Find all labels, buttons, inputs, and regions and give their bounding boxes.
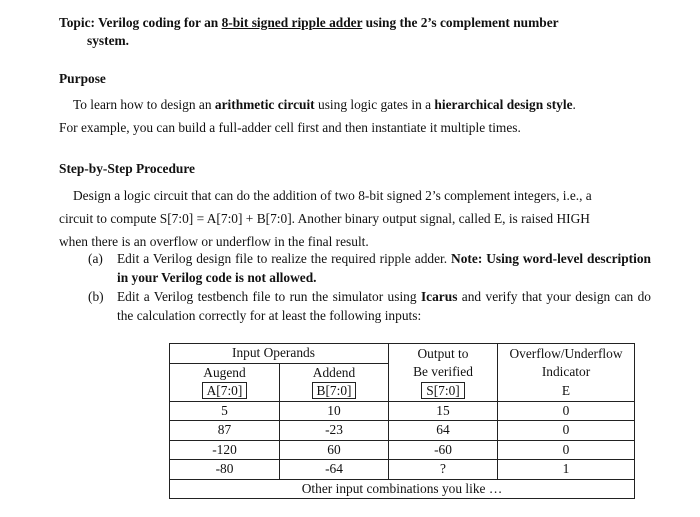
item-a-text <box>117 250 651 287</box>
cell-output: ? <box>389 460 498 480</box>
purpose-paragraph <box>59 93 651 139</box>
flag-header <box>498 344 635 383</box>
purpose-bold-hier: hierarchical design style <box>434 97 573 112</box>
addend-sub <box>280 382 389 401</box>
cell-augend: -120 <box>170 440 280 460</box>
procedure-heading: Step-by-Step Procedure <box>59 161 196 176</box>
cell-output: 64 <box>389 421 498 441</box>
cell-addend: 10 <box>280 401 389 421</box>
table-row <box>170 460 635 480</box>
procedure-item-b <box>88 288 651 325</box>
addend-sub-box: B[7:0] <box>312 382 357 399</box>
topic-heading <box>59 14 651 50</box>
table-footer: Other input combinations you like … <box>170 479 635 499</box>
table-row <box>170 401 635 421</box>
output-header <box>389 344 498 383</box>
cell-flag: 0 <box>498 401 635 421</box>
topic-prefix: Topic: Verilog coding for an <box>59 15 222 30</box>
item-b-plain: Edit a Verilog testbench file to run the simulator using <box>117 289 421 304</box>
flag-header-l1: Overflow/Underflow <box>509 345 623 361</box>
table-row <box>170 421 635 441</box>
cell-augend: 87 <box>170 421 280 441</box>
procedure-line3: when there is an overflow or underflow in the final result. <box>59 234 369 249</box>
input-operands-header: Input Operands <box>170 344 389 364</box>
topic-line2: system. <box>87 33 130 48</box>
cell-addend: -64 <box>280 460 389 480</box>
cell-addend: -23 <box>280 421 389 441</box>
cell-flag: 0 <box>498 421 635 441</box>
output-header-l1: Output to <box>417 345 469 361</box>
cell-augend: -80 <box>170 460 280 480</box>
topic-underlined: 8-bit signed ripple adder <box>221 15 363 30</box>
purpose-line2: For example, you can build a full-adder cell first and then instantiate it multiple times. <box>59 120 521 135</box>
topic-suffix: using the 2’s complement number <box>362 15 559 30</box>
cell-augend: 5 <box>170 401 280 421</box>
augend-sub-box: A[7:0] <box>202 382 248 399</box>
flag-sub: E <box>498 382 635 401</box>
addend-header: Addend <box>280 363 389 382</box>
augend-header: Augend <box>170 363 280 382</box>
table-row <box>170 440 635 460</box>
cell-flag: 1 <box>498 460 635 480</box>
procedure-line2: circuit to compute S[7:0] = A[7:0] + B[7:0]. Another binary output signal, called E, is raised HIGH <box>59 211 590 226</box>
output-header-l2: Be verified <box>413 364 473 379</box>
output-sub <box>389 382 498 401</box>
item-a-bold: Note: Using word-level description in your Verilog code is not allowed. <box>117 251 652 285</box>
augend-sub <box>170 382 280 401</box>
procedure-item-a <box>88 250 651 287</box>
item-b-label: (b) <box>88 289 104 304</box>
purpose-line1 <box>59 93 651 116</box>
cell-addend: 60 <box>280 440 389 460</box>
item-b-text <box>117 288 651 325</box>
purpose-text: . <box>572 97 576 112</box>
procedure-line1: Design a logic circuit that can do the addition of two 8-bit signed 2’s complement integers, i.e., a <box>73 188 592 203</box>
cell-output: -60 <box>389 440 498 460</box>
output-sub-box: S[7:0] <box>421 382 464 399</box>
flag-header-l2: Indicator <box>541 364 591 379</box>
purpose-bold-arith: arithmetic circuit <box>214 97 315 112</box>
cell-flag: 0 <box>498 440 635 460</box>
purpose-text: To learn how to design an <box>73 97 215 112</box>
operands-table <box>169 343 635 499</box>
cell-output: 15 <box>389 401 498 421</box>
item-a-plain: Edit a Verilog design file to realize the required ripple adder. <box>117 251 452 266</box>
purpose-heading: Purpose <box>59 71 106 86</box>
procedure-paragraph <box>59 184 651 253</box>
purpose-text: using logic gates in a <box>314 97 435 112</box>
item-a-label: (a) <box>88 251 103 266</box>
item-b-plain2: and verify that your design can do the calculation correctly for at least the following inputs: <box>117 289 651 323</box>
item-b-bold: Icarus <box>420 289 458 304</box>
